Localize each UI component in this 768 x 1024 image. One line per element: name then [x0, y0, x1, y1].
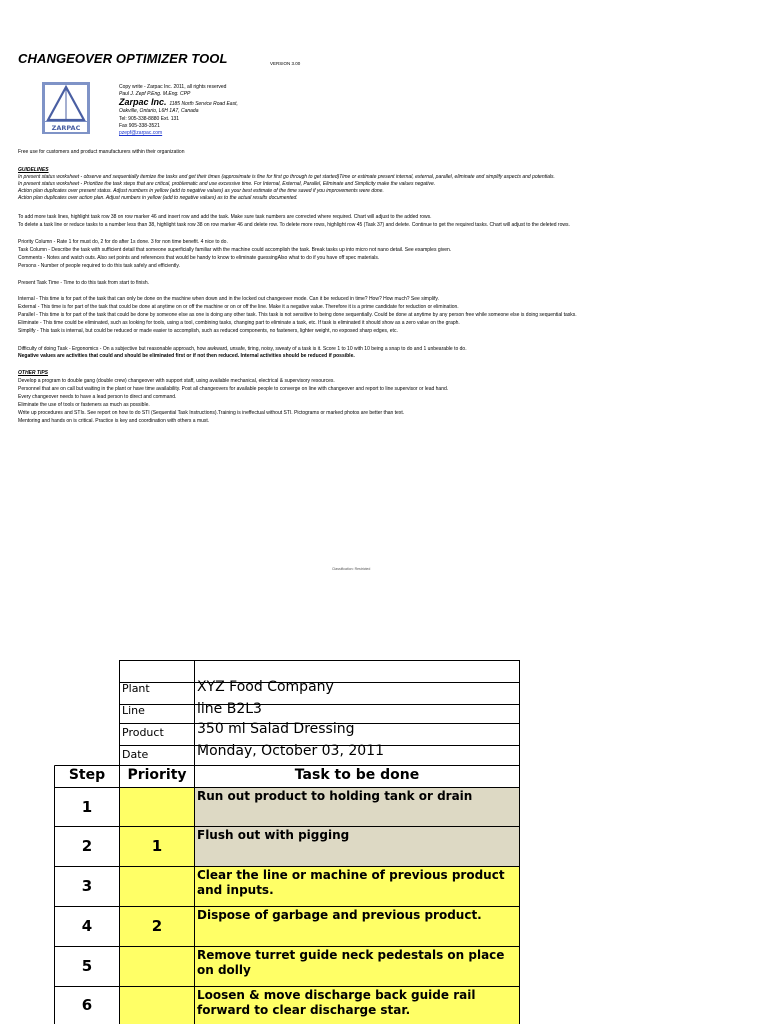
priority-cell[interactable]: 1 [120, 827, 194, 866]
category-line: Simplify - This task is internal, but could be reduced or made easier to accomplish, such as reduced components, no fasteners, lighter weight, no exposed sharp edges, etc. [18, 328, 398, 334]
changeover-table [54, 660, 520, 1024]
email-link[interactable]: pzepf@zarpac.com [119, 130, 163, 137]
column-help-line: Persons - Number of people required to do this task safely and efficiently. [18, 263, 180, 269]
telephone-line: Tel: 905-338-8880 Ext. 131 [119, 115, 180, 122]
step-number: 5 [81, 957, 93, 975]
guidelines-heading: GUIDELINES [18, 167, 49, 173]
task-cell[interactable]: Loosen & move discharge back guide rail forward to clear discharge star. [195, 987, 519, 1024]
guideline-line: Action plan duplicates over present status. Adjust numbers in yellow (add to negative values) as your best estimate of the time saved if you improvements were done. [18, 188, 384, 194]
step-number: 4 [81, 917, 93, 935]
priority-cell[interactable]: 2 [120, 907, 194, 946]
info-label-plant: Plant [122, 682, 150, 695]
free-use-note: Free use for customers and product manufacturers within their organization [18, 149, 185, 155]
other-tips-heading: OTHER TIPS [18, 370, 49, 376]
task-cell[interactable]: Dispose of garbage and previous product. [195, 907, 519, 946]
guideline-line: In present status worksheet - Prioritize the task steps that are critical, problematic and use excessive time. For Internal, External, Parallel, Eliminate and Simplicity make the values negative. [18, 181, 436, 187]
version-label: VERSION 3.00 [270, 61, 301, 66]
task-cell[interactable]: Run out product to holding tank or drain [195, 788, 519, 826]
tip-line: Personnel that are on call but waiting in the plant or have time availability. Post all changeovers for available people to converge on line with changeover and report to line supervisor or lead hand. [18, 386, 449, 392]
address-line-1: 1185 North Service Road East, [169, 100, 238, 107]
tip-line: Every changeover needs to have a lead person to direct and command. [18, 394, 177, 400]
contact-block [119, 84, 238, 138]
tip-line: Mentoring and hands on is critical. Practice is key and coordination with others a must. [18, 418, 210, 424]
guideline-line: In present status worksheet - observe and sequentially itemize the tasks and get their times (approximate is fine for first go through to get started)Time or estimate present internal, external, parallel, eliminate and simplify aspects and potentials. [18, 174, 555, 180]
task-cell[interactable]: Remove turret guide neck pedestals on place on dolly [195, 947, 519, 986]
company-line [119, 96, 238, 108]
column-help-line: Comments - Notes and watch outs. Also set points and references that would be handy to know to eliminate guessingAlso what to do if you have off spec materials. [18, 255, 380, 261]
info-label-product: Product [122, 726, 164, 739]
guideline-line: Action plan duplicates over action plan. Adjust numbers in yellow (add to negative values) as to the actual results documented. [18, 195, 298, 201]
present-time-line: Present Task Time - Time to do this task from start to finish. [18, 280, 150, 286]
logo-text: ZARPAC [51, 124, 81, 132]
zarpac-logo-graphic [42, 82, 90, 134]
tip-line: Develop a program to double gang (double crew) changeover with support staff, using available mechanical, electrical & supervisory resources. [18, 378, 335, 384]
zarpac-logo [42, 82, 90, 134]
info-value-product: 350 ml Salad Dressing [197, 721, 355, 737]
info-label-line: Line [122, 704, 145, 717]
category-line: Internal - This time is for part of the task that can only be done on the machine when down and in the locked out changeover mode. Can it be reduced in time? How? How much? See simplify. [18, 296, 439, 302]
category-line: Parallel - This time is for part of the task that could be done by someone else as one is doing any other task. This task is not sensitive to being done sequentially. Could be done at anytime by any person free while someone else is doing sequential tasks. [18, 312, 577, 318]
info-value-line: line B2L3 [197, 701, 262, 717]
category-line: Eliminate - This time could be eliminated, such as looking for tools, using a tool, combining tasks, changing part to eliminate a task, etc. If task is eliminated it should show as a zero value on the graph. [18, 320, 460, 326]
tip-line: Eliminate the use of tools or fasteners as much as possible. [18, 402, 150, 408]
negative-values-note: Negative values are activities that could and should be eliminated first or if not then reduced. Internal activities should be reduced if possible. [18, 353, 355, 359]
column-header-task: Task to be done [294, 767, 420, 783]
step-number: 1 [81, 798, 93, 816]
priority-cell[interactable] [120, 987, 194, 1024]
company-name: Zarpac Inc. [119, 96, 167, 107]
column-help-line: Priority Column - Rate 1 for must do, 2 for do after 1s done. 3 for non time benefit. 4 nice to do. [18, 239, 228, 245]
difficulty-line: Difficulty of doing Task - Ergonomics - On a subjective but reasonable approach, how awkward, unsafe, tiring, noisy, sweaty of a task is it. Score 1 to 10 with 10 being a snap to do and 1 unbearable to do. [18, 346, 467, 352]
document-title: CHANGEOVER OPTIMIZER TOOL [18, 51, 228, 66]
instruction-line: To add more task lines, highlight task row 38 on row marker 46 and insert row and add the task. Make sure task numbers are corrected where required. Chart will adjust to the added rows. [18, 214, 432, 220]
step-number: 6 [81, 996, 93, 1014]
info-value-plant: XYZ Food Company [197, 679, 334, 695]
step-number: 3 [81, 877, 93, 895]
column-header-step: Step [68, 767, 106, 783]
category-line: External - This time is for part of the task that could be done at anytime on or off the machine or on or off the line. Make it a negative value. Therefore it is a prime candidate for reduction or elimination. [18, 304, 459, 310]
priority-cell[interactable] [120, 947, 194, 986]
copyright-line: Copy write - Zarpac Inc. 2011, all rights reserved [119, 84, 227, 90]
info-value-date: Monday, October 03, 2011 [197, 743, 384, 759]
author-line: Paul J. Zepf P.Eng. M.Eng. CPP [119, 91, 191, 98]
column-header-priority: Priority [127, 767, 187, 783]
task-cell[interactable]: Clear the line or machine of previous product and inputs. [195, 867, 519, 906]
task-cell[interactable]: Flush out with pigging [195, 827, 519, 866]
info-label-date: Date [122, 748, 149, 761]
column-help-line: Task Column - Describe the task with sufficient detail that someone superficially familiar with the machine could accomplish the task. Break tasks up into micro not nano detail. See examples given. [18, 247, 452, 253]
instruction-line: To delete a task line or reduce tasks to a number less than 38, highlight task row 38 on row marker 46 and delete row. To delete more rows, highlight row 45 (Task 37) and delete. Continue to get the required tasks. Chart will adjust to the deleted rows. [18, 222, 570, 228]
classification-label: Classification: Restricted [332, 567, 371, 571]
address-line-2: Oakville, Ontario, L6H 1A7, Canada [119, 108, 199, 115]
step-number: 2 [81, 837, 93, 855]
fax-line: Fax 905-338-3521 [119, 123, 160, 130]
tip-line: Write up procedures and STIs. See report on how to do STI (Sequential Task Instructions).Training is ineffectual without STI. Pictograms or marked photos are better than text. [18, 410, 405, 416]
priority-cell[interactable] [120, 867, 194, 906]
priority-cell[interactable] [120, 788, 194, 826]
